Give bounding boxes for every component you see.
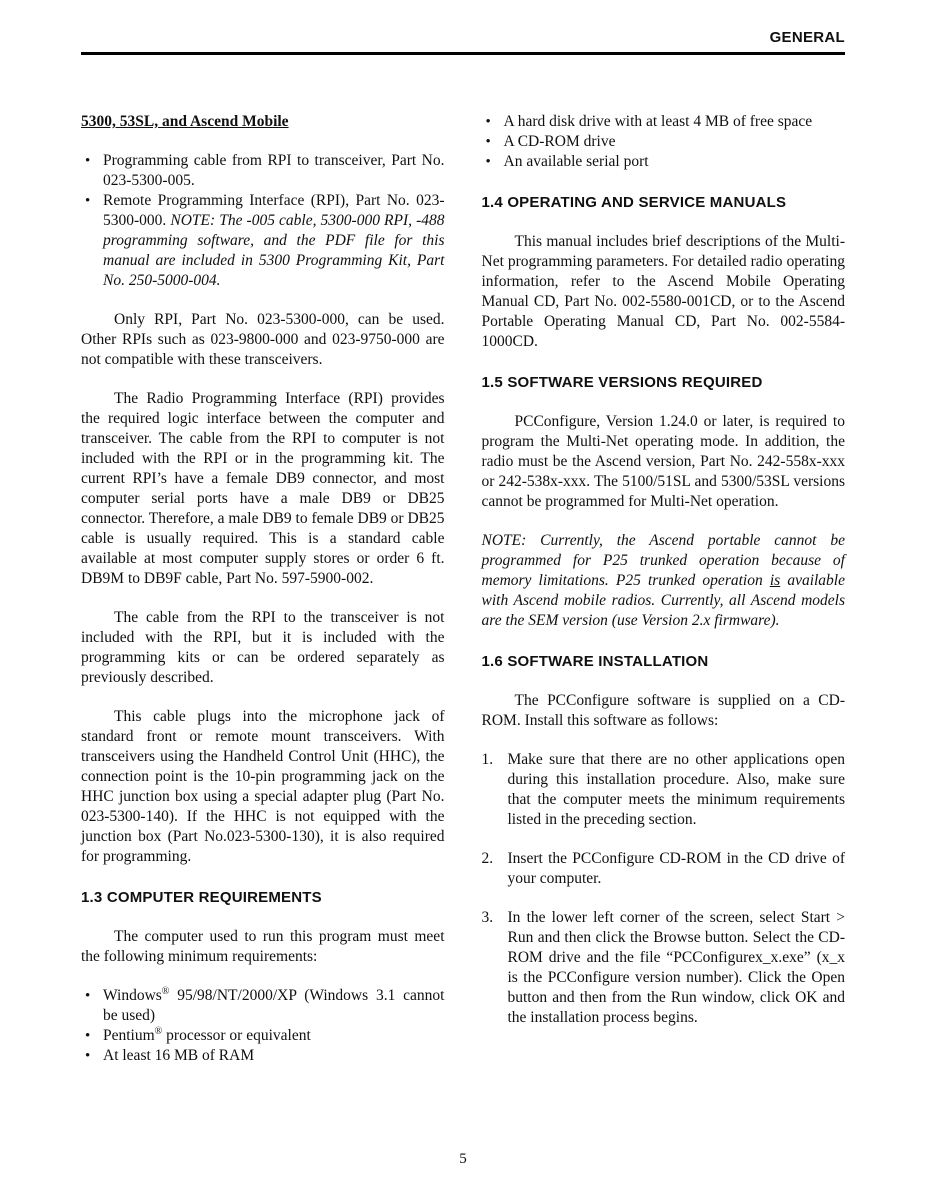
text-run: Programming cable from RPI to transceiver, Part No. 023-5300-005.	[103, 152, 445, 189]
text-run: The cable from the RPI to the transceiver is not included with the RPI, but it is included with the programming kits or can be ordered separately as previously described.	[81, 609, 445, 686]
numbered-list	[482, 750, 846, 1028]
text-run: The PCConfigure software is supplied on a CD-ROM. Install this software as follows:	[481, 692, 845, 729]
paragraph	[81, 310, 445, 370]
list-item	[81, 1026, 445, 1046]
text-run: Make sure that there are no other applications open during this installation procedure. Also, make sure that the computer meets the minimum requirements listed in the preceding section.	[507, 751, 845, 828]
text-run: available with Ascend mobile radios. Currently, all Ascend models are the SEM version (use Version 2.x firmware).	[481, 572, 845, 629]
paragraph	[482, 412, 846, 512]
paragraph	[81, 389, 445, 589]
list-item	[81, 986, 445, 1026]
section-heading: 1.6 SOFTWARE INSTALLATION	[481, 653, 709, 670]
list-item	[81, 1046, 445, 1066]
text-run: PCConfigure, Version 1.24.0 or later, is required to program the Multi-Net operating mode. In addition, the radio must be the Ascend version, Part No. 242-558x-xxx or 242-538x-xxx. The 5100/51SL and 5300/53SL versions cannot be programmed for Multi-Net operation.	[481, 413, 845, 510]
header-rule	[81, 52, 845, 55]
list-item	[482, 908, 846, 1028]
text-run: Remote Programming Interface (RPI), Part No. 023-5300-000.	[103, 192, 445, 229]
page-header	[81, 26, 845, 46]
subsection-heading: 5300, 53SL, and Ascend Mobile	[81, 113, 289, 130]
text-run: The computer used to run this program must meet the following minimum requirements:	[81, 928, 445, 965]
list-item	[482, 152, 846, 172]
bullet-list	[81, 986, 445, 1066]
text-run: 95/98/NT/2000/XP (Windows 3.1 cannot be used)	[103, 987, 445, 1024]
bullet-list	[482, 112, 846, 172]
text-run: In the lower left corner of the screen, select Start > Run and then click the Browse button. Select the CD-ROM drive and the file “PCConfigurex_x.exe” (x_x is the PCConfigure version number). Click the Open button and then from the Run window, click OK and the installation process begins.	[507, 909, 845, 1026]
text-run: NOTE: The -005 cable, 5300-000 RPI, -488 programming software, and the PDF file for this manual are included in 5300 Programming Kit, Part No. 250-5000-004.	[103, 212, 445, 289]
text-run: is	[769, 572, 781, 589]
content	[81, 112, 845, 1085]
list-item	[482, 112, 846, 132]
list-item	[482, 132, 846, 152]
text-run: A hard disk drive with at least 4 MB of free space	[503, 113, 813, 130]
text-run: An available serial port	[503, 153, 649, 170]
list-item	[482, 849, 846, 889]
text-run: At least 16 MB of RAM	[103, 1047, 255, 1064]
paragraph	[81, 927, 445, 967]
text-run: The Radio Programming Interface (RPI) provides the required logic interface between the computer and transceiver. The cable from the RPI to computer is not included with the RPI or in the programming kit. The current RPI’s have a female DB9 connector, and most computer serial ports have a male DB9 or DB25 connector. Therefore, a male DB9 to female DB9 or DB25 cable is usually required. This is a standard cable available at most computer supply stores or order 6 ft. DB9M to DB9F cable, Part No. 597-5900-002.	[81, 390, 445, 587]
text-run: Pentium	[103, 1027, 155, 1044]
paragraph	[482, 691, 846, 731]
text-run: This cable plugs into the microphone jack of standard front or remote mount transceivers. With transceivers using the Handheld Control Unit (HHC), the connection point is the 10-pin programming jack on the HHC junction box using a special adapter plug (Part No. 023-5300-140). If the HHC is not equipped with the junction box (Part No.023-5300-130), it is also required for programming.	[81, 708, 445, 865]
paragraph	[482, 232, 846, 352]
left-column	[81, 112, 445, 1085]
text-run: This manual includes brief descriptions of the Multi-Net programming parameters. For detailed radio operating information, refer to the Ascend Mobile Operating Manual CD, Part No. 002-5580-001CD, or to the Ascend Portable Operating Manual CD, Part No. 002-5584-1000CD.	[481, 233, 845, 350]
registered-trademark-symbol: ®	[161, 985, 170, 997]
paragraph	[482, 531, 846, 631]
text-run: Insert the PCConfigure CD-ROM in the CD drive of your computer.	[507, 850, 845, 887]
header-title: GENERAL	[769, 29, 845, 46]
section-heading: 1.5 SOFTWARE VERSIONS REQUIRED	[481, 374, 763, 391]
text-run: NOTE: Currently, the Ascend portable cannot be programmed for P25 trunked operation because of memory limitations. P25 trunked operation	[481, 532, 845, 589]
text-run: processor or equivalent	[162, 1027, 311, 1044]
list-item	[81, 191, 445, 291]
paragraph	[81, 608, 445, 688]
section-heading: 1.3 COMPUTER REQUIREMENTS	[81, 889, 322, 906]
section-heading: 1.4 OPERATING AND SERVICE MANUALS	[481, 194, 787, 211]
text-run: Only RPI, Part No. 023-5300-000, can be used. Other RPIs such as 023-9800-000 and 023-9750-000 are not compatible with these transceivers.	[81, 311, 445, 368]
registered-trademark-symbol: ®	[154, 1025, 163, 1037]
page-number: 5	[459, 1151, 467, 1167]
right-column	[482, 112, 846, 1085]
page-footer	[0, 1151, 926, 1168]
paragraph	[81, 707, 445, 867]
list-item	[81, 151, 445, 191]
list-item	[482, 750, 846, 830]
text-run: A CD-ROM drive	[503, 133, 616, 150]
bullet-list	[81, 151, 445, 291]
text-run: Windows	[103, 987, 162, 1004]
